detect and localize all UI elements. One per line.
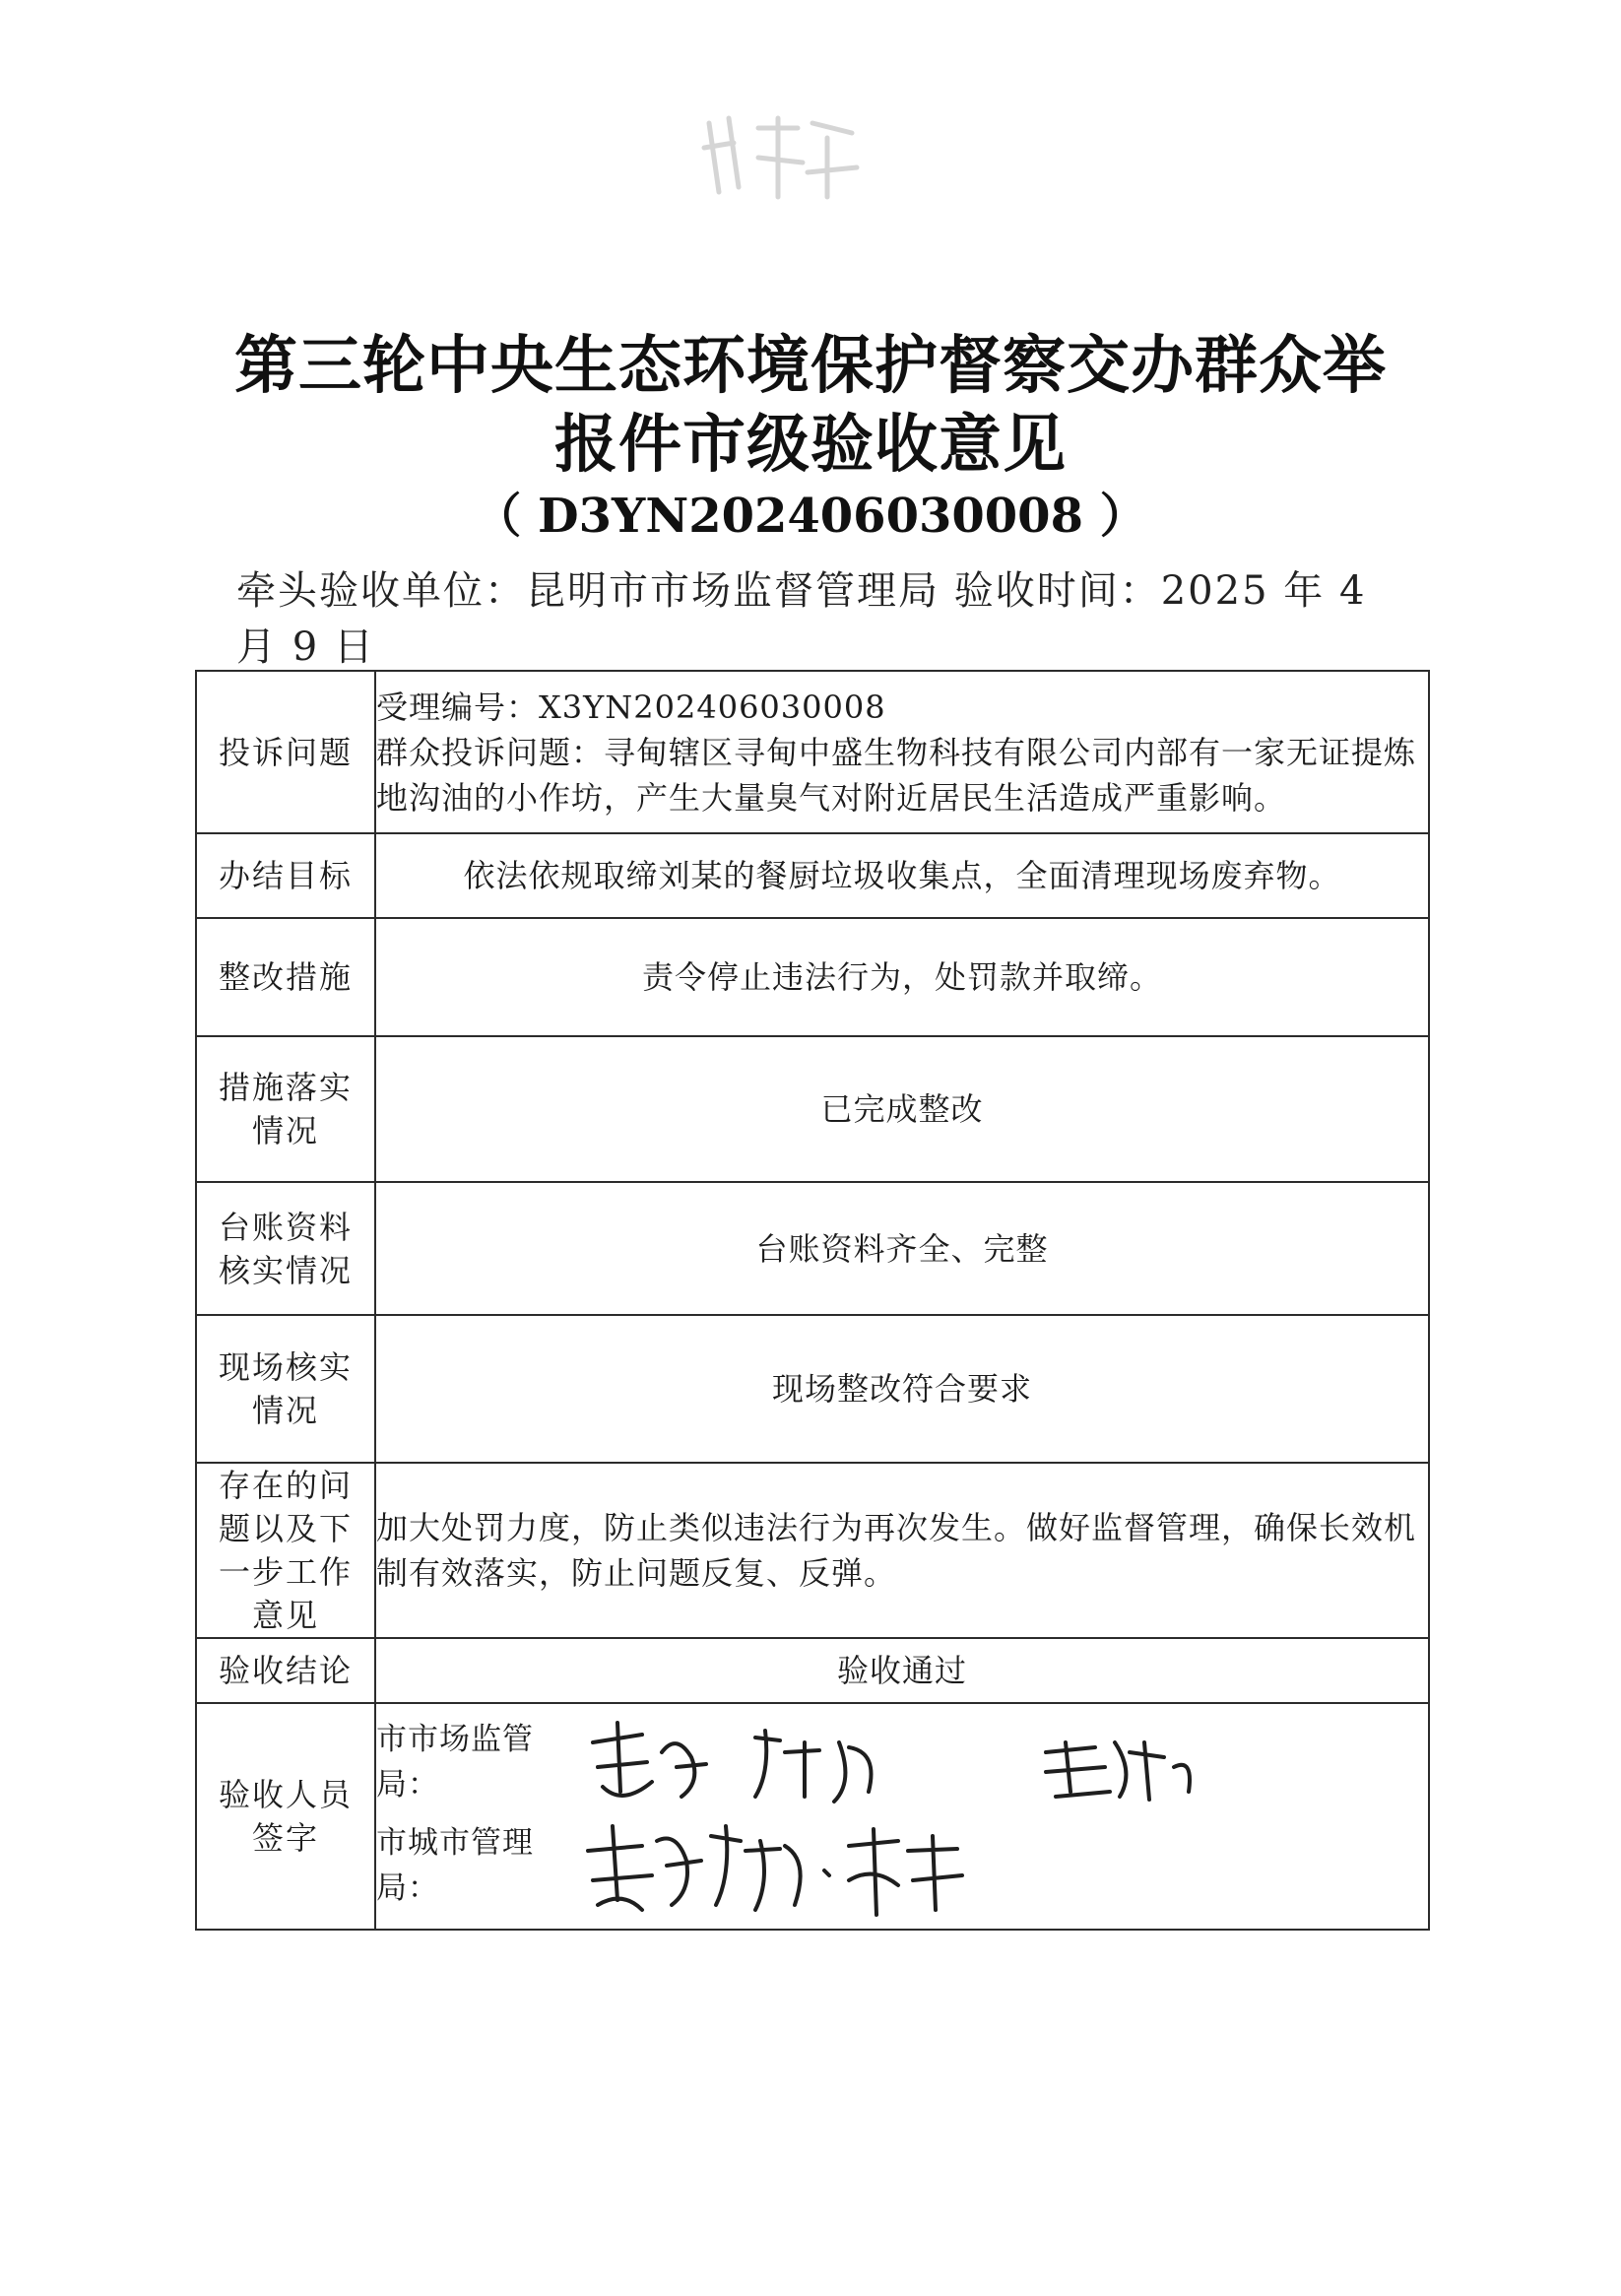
label-line: 存在的问 [218, 1467, 353, 1504]
signature-row-market [376, 1713, 1428, 1811]
lead-unit: 昆明市市场监督管理局 [526, 568, 940, 614]
acceptance-time: 2025 年 4 月 9 日 [236, 568, 1367, 670]
label-complaint: 投诉问题 [196, 671, 375, 833]
document-title-line1: 第三轮中央生态环境保护督察交办群众举 [234, 329, 1387, 403]
table-row-complaint [196, 671, 1429, 833]
document-title-line2: 报件市级验收意见 [554, 408, 1067, 482]
value-ledger: 台账资料齐全、完整 [375, 1182, 1429, 1315]
value-conclusion: 验收通过 [375, 1638, 1429, 1703]
table-row-ledger [196, 1182, 1429, 1315]
meta-line [236, 559, 1418, 672]
label-onsite [196, 1315, 375, 1463]
label-line: 现场核实 [218, 1348, 353, 1386]
table-row-issues [196, 1463, 1429, 1638]
table-row-signatures [196, 1703, 1429, 1930]
faint-seal-mark [689, 103, 867, 212]
label-line: 意见 [251, 1597, 319, 1634]
label-line: 台账资料 [218, 1208, 353, 1246]
label-conclusion: 验收结论 [196, 1638, 375, 1703]
acceptance-form-table [195, 670, 1430, 1931]
lead-unit-label: 牵头验收单位： [236, 568, 526, 614]
table-row-measures [196, 918, 1429, 1036]
label-issues [196, 1463, 375, 1638]
signature-row-urban [376, 1811, 1428, 1920]
label-signatures [196, 1703, 375, 1930]
label-implementation [196, 1036, 375, 1182]
label-line: 情况 [251, 1392, 319, 1429]
label-line: 题以及下 [218, 1510, 353, 1547]
label-line: 验收人员 [218, 1776, 353, 1813]
value-measures: 责令停止违法行为，处罚款并取缔。 [375, 918, 1429, 1036]
label-line: 一步工作 [218, 1553, 353, 1591]
value-complaint [375, 671, 1429, 833]
urban-bureau-label: 市城市管理局： [376, 1825, 534, 1906]
handwritten-signatures-market [583, 1713, 1371, 1811]
value-onsite: 现场整改符合要求 [375, 1315, 1429, 1463]
label-measures: 整改措施 [196, 918, 375, 1036]
label-line: 措施落实 [218, 1069, 353, 1106]
table-row-onsite [196, 1315, 1429, 1463]
label-ledger [196, 1182, 375, 1315]
value-goal: 依法依规取缔刘某的餐厨垃圾收集点，全面清理现场废弃物。 [375, 833, 1429, 918]
label-line: 签字 [251, 1819, 319, 1857]
label-line: 情况 [251, 1112, 319, 1149]
label-line: 核实情况 [218, 1251, 353, 1289]
complaint-content: 群众投诉问题：寻甸辖区寻甸中盛生物科技有限公司内部有一家无证提炼地沟油的小作坊，产生大量臭气对附近居民生活造成严重影响。 [376, 733, 1417, 817]
label-goal: 办结目标 [196, 833, 375, 918]
case-code: （ D3YN202406030008 ） [474, 489, 1147, 544]
acceptance-number: 受理编号：X3YN202406030008 [376, 688, 886, 726]
table-row-goal [196, 833, 1429, 918]
acceptance-time-label: 验收时间： [953, 568, 1161, 614]
handwritten-signatures-urban [583, 1811, 1371, 1920]
table-row-conclusion [196, 1638, 1429, 1703]
value-implementation: 已完成整改 [375, 1036, 1429, 1182]
market-bureau-label: 市市场监管局： [376, 1722, 534, 1803]
value-issues: 加大处罚力度，防止类似违法行为再次发生。做好监督管理，确保长效机制有效落实，防止问题反复、反弹。 [375, 1463, 1429, 1638]
value-signatures [375, 1703, 1429, 1930]
table-row-implementation [196, 1036, 1429, 1182]
